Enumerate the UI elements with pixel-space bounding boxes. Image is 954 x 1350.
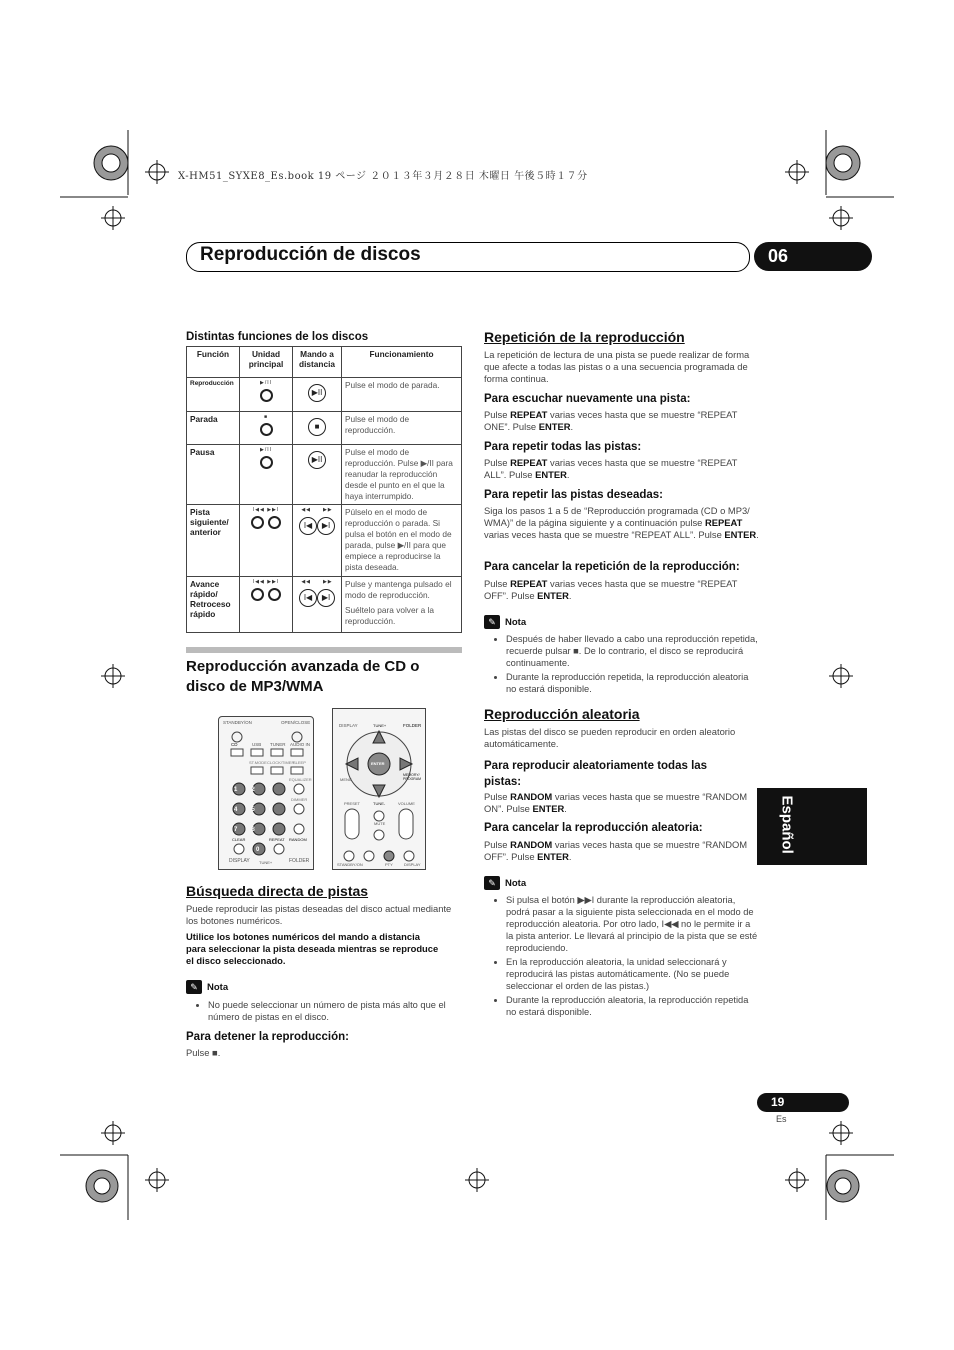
unit-button: ▶/II [240, 445, 293, 505]
random-all-text: Pulse RANDOM varias veces hasta que se muestre “RANDOM ON”. Pulse ENTER. [484, 791, 748, 814]
remote-label: TUNE- [373, 801, 386, 806]
row-desc: Pulse el modo de reproducción. Pulse ▶/II para reanudar la reproducción desde el punto en el que la haya interrumpido. [342, 445, 462, 505]
advanced-title: Reproducción avanzada de CD o disco de MP3/WMA [186, 658, 420, 695]
repeat-selected-title: Para repetir las pistas deseadas: [484, 489, 663, 501]
language-tab-label: Español [778, 795, 796, 854]
col-remote: Mando a distancia [293, 347, 342, 378]
repeticion-intro: La repetición de lectura de una pista se puede realizar de forma que afecte a todas las pistas o a una secuencia programada de forma continua. [484, 349, 750, 384]
busqueda-intro: Puede reproducir las pistas deseadas del disco actual mediante los botones numéricos. [186, 903, 452, 926]
remote-label: DIMMER [291, 797, 308, 802]
col-function: Función [187, 347, 240, 378]
note-item: • Durante la reproducción repetida, la reproducción aleatoria no estará disponible. [506, 671, 760, 695]
repeat-cancel-title: Para cancelar la repetición de la reproducción: [484, 561, 740, 573]
remote-label: SLEEP [293, 760, 306, 765]
remote-label: ST.MODE [249, 760, 267, 765]
table-row [187, 577, 462, 633]
col-operation: Funcionamiento [342, 347, 462, 378]
remote-label: TUNE+ [373, 723, 387, 728]
dial-icon [260, 389, 273, 402]
remote-label: TUNER [270, 742, 286, 747]
row-function: Parada [187, 412, 240, 445]
next-icon: ▶I [317, 517, 335, 535]
note-icon: ✎ [484, 876, 500, 890]
note-item: • Después de haber llevado a cabo una reproducción repetida, recuerde pulsar ■. De lo contrario, el disco se reproducirá continuamente. [506, 633, 760, 669]
remote-label: RANDOM [289, 837, 307, 842]
note-icon: ✎ [186, 980, 202, 994]
row-desc: Púlselo en el modo de reproducción o parada. Si pulsa el botón en el modo de parada, pulse ▶/II para que empiece a reproducirse la pista deseada. [342, 505, 462, 577]
remote-label: DISPLAY [404, 862, 421, 867]
repeat-selected-text: Siga los pasos 1 a 5 de “Reproducción programada (CD o MP3/ WMA)” de la página siguiente y a continuación pulse REPEAT varias veces hasta que se muestre “REPEAT ALL”. Pulse ENTER. [484, 505, 759, 540]
row-desc: Pulse el modo de reproducción. [342, 412, 462, 445]
remote-label: STANDBY/ON [223, 720, 252, 725]
note-label: Nota [207, 982, 229, 993]
next-icon: ▶I [317, 589, 335, 607]
aleatoria-intro: Las pistas del disco se pueden reproducir en orden aleatorio automáticamente. [484, 726, 736, 749]
functions-table [186, 346, 462, 633]
section-divider [186, 647, 462, 653]
remote-button [293, 412, 342, 445]
remote-digit-labels: 456 [234, 807, 287, 813]
repeticion-notes [484, 633, 760, 697]
aleatoria-notes [484, 894, 760, 1020]
page-title: Reproducción de discos [200, 244, 421, 265]
remote-digit-labels: 123 [234, 787, 287, 793]
remote-label: EQUALIZER [289, 777, 312, 782]
remote-label: PRESET [344, 801, 361, 806]
dial-icon [260, 456, 273, 469]
random-cancel-title: Para cancelar la reproducción aleatoria: [484, 822, 703, 834]
page-lang: Es [776, 1114, 787, 1124]
row-function: Reproducción [187, 378, 240, 412]
note-item: • No puede seleccionar un número de pista más alto que el número de pistas en el disco. [208, 999, 462, 1023]
remote-left-illustration [218, 716, 314, 870]
table-title: Distintas funciones de los discos [186, 331, 369, 343]
dial-icon [268, 516, 281, 529]
row-function: Pista siguiente/ anterior [187, 505, 240, 577]
remote-label: FOLDER [403, 723, 422, 728]
remote-label: STANDBY/ON [337, 862, 363, 867]
note-label: Nota [505, 617, 527, 628]
remote-label: MUTE [374, 821, 386, 826]
busqueda-title: Búsqueda directa de pistas [186, 883, 369, 899]
remote-label: PTY [385, 862, 393, 867]
remote-label: MEMORY/ PROGRAM [403, 773, 422, 781]
note-item: • Durante la reproducción aleatoria, la reproducción repetida no estará disponible. [506, 994, 760, 1018]
table-row [187, 505, 462, 577]
remote-label: TUNE+ [259, 860, 273, 865]
remote-button: ◀◀ ▶▶ I◀ ▶I [293, 505, 342, 577]
row-function: Avance rápido/ Retroceso rápido [187, 577, 240, 633]
table-row [187, 378, 462, 412]
unit-button: I◀◀ ▶▶I [240, 577, 293, 633]
busqueda-instruction: Utilice los botones numéricos del mando a distancia para seleccionar la pista deseada mientras se reproduce el disco seleccionado. [186, 931, 439, 966]
language-tab [757, 788, 867, 865]
repeat-one-text: Pulse REPEAT varias veces hasta que se muestre “REPEAT ONE”. Pulse ENTER. [484, 409, 738, 432]
col-unit: Unidad principal [240, 347, 293, 378]
unit-button: ■ [240, 412, 293, 445]
remote-label: AUDIO IN [290, 742, 311, 747]
remote-label: MENU [340, 777, 352, 782]
remote-label: USB [252, 742, 262, 747]
remote-label: DISPLAY [339, 723, 358, 728]
row-desc: Pulse el modo de parada. [342, 378, 462, 412]
play-pause-icon: ▶II [308, 451, 326, 469]
file-info-line: X-HM51_SYXE8_Es.book 19 ページ ２０１３年３月２８日 木曜日 午後５時１７分 [178, 171, 588, 182]
remote-label: ENTER [371, 761, 385, 766]
remote-digit-labels: 789 [234, 827, 287, 833]
stop-icon: ■ [308, 418, 326, 436]
remote-label: FOLDER [289, 858, 310, 864]
table-header-row [187, 347, 462, 378]
repeat-cancel-text: Pulse REPEAT varias veces hasta que se muestre “REPEAT OFF”. Pulse ENTER. [484, 578, 738, 601]
dial-icon [260, 423, 273, 436]
play-pause-icon: ▶II [308, 384, 326, 402]
remote-button [293, 445, 342, 505]
remote-label: CLEAR [232, 837, 246, 842]
repeat-all-text: Pulse REPEAT varias veces hasta que se muestre “REPEAT ALL”. Pulse ENTER. [484, 457, 738, 480]
dial-icon [268, 588, 281, 601]
remote-label: DISPLAY [229, 858, 250, 864]
remote-label: VOLUME [398, 801, 415, 806]
repeticion-title: Repetición de la reproducción [484, 329, 685, 345]
remote-digit-label: 0 [256, 847, 260, 853]
note-icon: ✎ [484, 615, 500, 629]
note-label: Nota [505, 878, 527, 889]
dial-icon [251, 516, 264, 529]
stop-text: Pulse ■. [186, 1047, 221, 1058]
remote-left-drawing [219, 717, 313, 869]
remote-label: CD [231, 742, 238, 747]
repeat-one-title: Para escuchar nuevamente una pista: [484, 393, 691, 405]
stop-title: Para detener la reproducción: [186, 1031, 349, 1043]
row-function: Pausa [187, 445, 240, 505]
random-cancel-text: Pulse RANDOM varias veces hasta que se muestre “RANDOM OFF”. Pulse ENTER. [484, 839, 748, 862]
remote-right-illustration [332, 708, 426, 870]
previous-icon: I◀ [299, 517, 317, 535]
table-row [187, 412, 462, 445]
note-item: • En la reproducción aleatoria, la unidad seleccionará y reproducirá las pistas automáticamente. (No se puede seleccionar el orden de las pistas.) [506, 956, 760, 992]
page-number: 19 [757, 1093, 849, 1112]
remote-button [293, 378, 342, 412]
aleatoria-title: Reproducción aleatoria [484, 706, 640, 722]
row-desc: Pulse y mantenga pulsado el modo de reproducción. Suéltelo para volver a la reproducción. [342, 577, 462, 633]
note-item: • Si pulsa el botón ▶▶I durante la reproducción aleatoria, podrá pasar a la siguiente pista seleccionada en el modo de reproducción aleatoria. Por otro lado, I◀◀ no le permite ir a la pista anterior. Le llevará al principio de la pista que se esté reproduciendo. [506, 894, 760, 954]
random-all-title: Para reproducir aleatoriamente todas las pistas: [484, 760, 708, 788]
unit-button: ▶/II [240, 378, 293, 412]
dial-icon [251, 588, 264, 601]
remote-label: REPEAT [269, 837, 285, 842]
remote-label: OPEN/CLOSE [281, 720, 311, 725]
chapter-number: 06 [754, 242, 872, 271]
remote-right-drawing [333, 709, 425, 869]
previous-icon: I◀ [299, 589, 317, 607]
table-row [187, 445, 462, 505]
remote-button: ◀◀ ▶▶ I◀ ▶I [293, 577, 342, 633]
remote-label: CLOCK/TIMER [267, 760, 295, 765]
unit-button: I◀◀ ▶▶I [240, 505, 293, 577]
repeat-all-title: Para repetir todas las pistas: [484, 441, 642, 453]
busqueda-notes [186, 999, 462, 1025]
